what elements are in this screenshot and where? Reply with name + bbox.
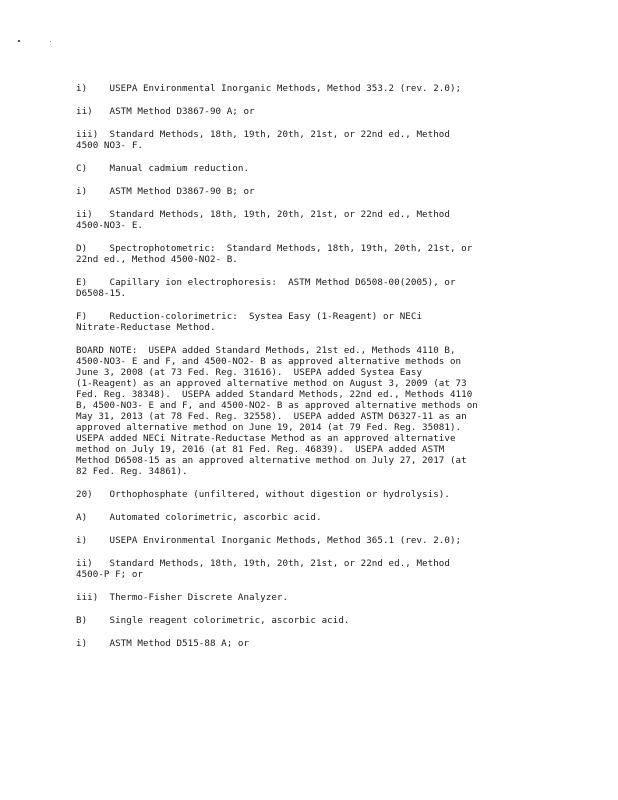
paragraph-6: ii) Standard Methods, 18th, 19th, 20th, 21st, or 22nd ed., Method 4500-NO3- E.: [76, 209, 450, 231]
paragraph-8: E) Capillary ion electrophoresis: ASTM Method D6508-00(2005), or D6508-15.: [76, 277, 456, 299]
paragraph-11: 20) Orthophosphate (unfiltered, without digestion or hydrolysis).: [76, 489, 450, 500]
paragraph-2: ii) ASTM Method D3867-90 A; or: [76, 106, 255, 117]
paragraph-15: iii) Thermo-Fisher Discrete Analyzer.: [76, 592, 289, 603]
paragraph-5: i) ASTM Method D3867-90 B; or: [76, 186, 255, 197]
paragraph-7: D) Spectrophotometric: Standard Methods, 18th, 19th, 20th, 21st, or 22nd ed., Method 4500-NO2- B.: [76, 243, 473, 265]
paragraph-4: C) Manual cadmium reduction.: [76, 163, 250, 174]
paragraph-16: B) Single reagent colorimetric, ascorbic acid.: [76, 615, 350, 626]
paragraph-1: i) USEPA Environmental Inorganic Methods, Method 353.2 (rev. 2.0);: [76, 83, 462, 94]
board-note: BOARD NOTE: USEPA added Standard Methods, 21st ed., Methods 4110 B, 4500-NO3- E and F, and 4500-NO2- B as approved alternative methods on June 3, 2008 (at 73 Fed. Reg. 31616). USEPA added Systea Easy (1-Reagent) as an approved alternative method on August 3, 2009 (at 73 Fed. Reg. 38348). USEPA added Standard Methods, 22nd ed., Methods 4110 B, 4500-NO3- E and F, and 4500-NO2- B as approved alternative methods on May 31, 2013 (at 78 Fed. Reg. 32558). USEPA added ASTM D6327-11 as an approved alternative method on June 19, 2014 (at 79 Fed. Reg. 35081). USEPA added NECi Nitrate-Reductase Method as an approved alternative method on July 19, 2016 (at 81 Fed. Reg. 46839). USEPA added ASTM Method D6508-15 as an approved alternative method on July 27, 2017 (at 82 Fed. Reg. 34861).: [76, 345, 478, 477]
paragraph-3: iii) Standard Methods, 18th, 19th, 20th, 21st, or 22nd ed., Method 4500 NO3- F.: [76, 129, 450, 151]
paragraph-17: i) ASTM Method D515-88 A; or: [76, 638, 250, 649]
paragraph-9: F) Reduction-colorimetric: Systea Easy (1-Reagent) or NECi Nitrate-Reductase Method.: [76, 311, 423, 333]
paragraph-12: A) Automated colorimetric, ascorbic acid.: [76, 512, 322, 523]
document-body: [76, 83, 536, 661]
paragraph-14: ii) Standard Methods, 18th, 19th, 20th, 21st, or 22nd ed., Method 4500-P F; or: [76, 558, 450, 580]
paragraph-13: i) USEPA Environmental Inorganic Methods, Method 365.1 (rev. 2.0);: [76, 535, 462, 546]
